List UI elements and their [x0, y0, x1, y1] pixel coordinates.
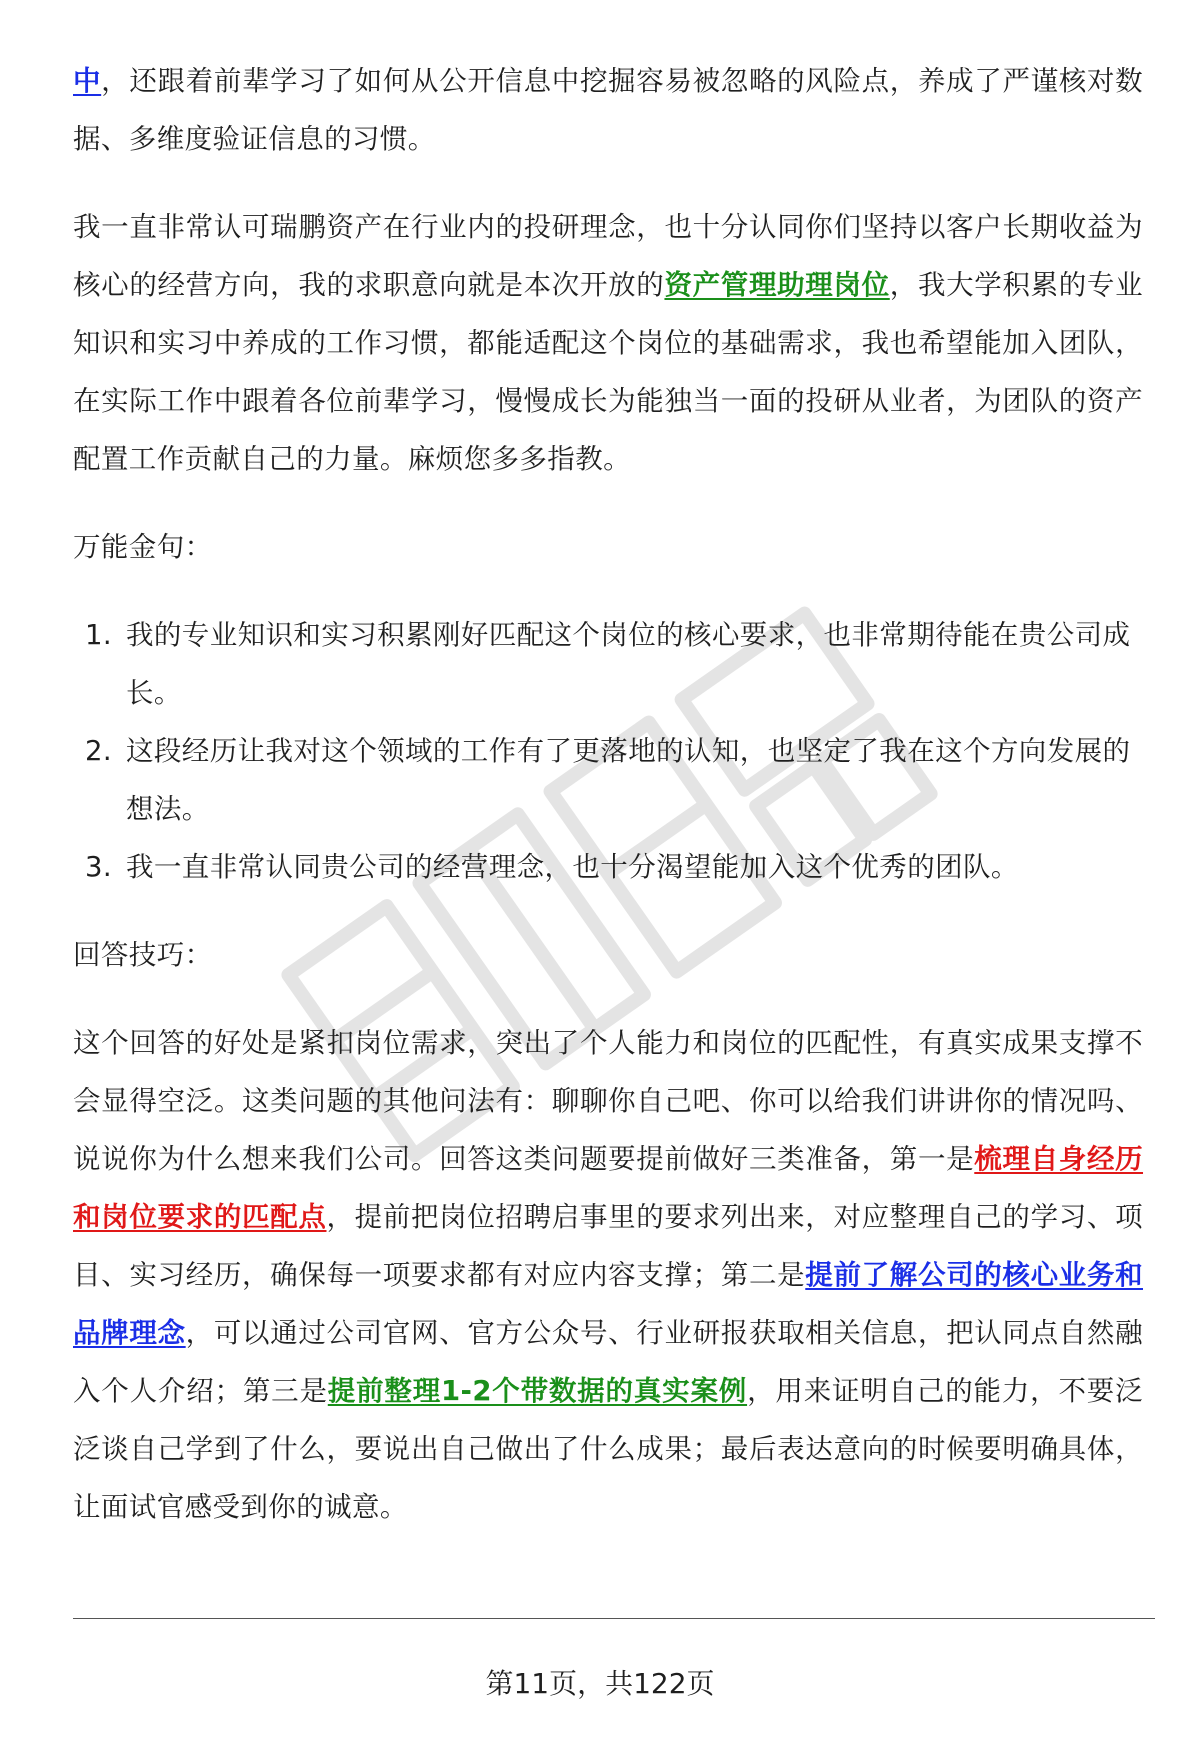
paragraph-text: ，还跟着前辈学习了如何从公开信息中挖掘容易被忽略的风险点，养成了严谨核对数据、多维度验证信息的习惯。 — [73, 65, 1144, 155]
list-number: 3. — [85, 851, 113, 883]
section-heading-phrases: 万能金句： — [73, 531, 213, 563]
highlight-text: 提前了解公司的核心业务和品牌理念 — [73, 1259, 1143, 1349]
section-heading-tips: 回答技巧： — [73, 939, 213, 971]
highlight-text: 提前整理1-2个带数据的真实案例 — [327, 1375, 748, 1407]
paragraph-career-intent — [73, 198, 1143, 488]
list-item-text: 我的专业知识和实习积累刚好匹配这个岗位的核心要求，也非常期待能在贵公司成长。 — [126, 619, 1131, 709]
paragraph-text: ，我大学积累的专业知识和实习中养成的工作习惯，都能适配这个岗位的基础需求，我也希望能加入团队，在实际工作中跟着各位前辈学习，慢慢成长为能独当一面的投研从业者，为团队的资产配置工作贡献自己的力量。麻烦您多多指教。 — [73, 269, 1143, 475]
paragraph-tips — [73, 1014, 1143, 1536]
document-body — [73, 52, 1143, 1566]
paragraph-intro-continued — [73, 52, 1143, 168]
paragraph-text: ，提前把岗位招聘启事里的要求列出来，对应整理自己的学习、项目、实习经历，确保每一项要求都有对应内容支撑；第二是 — [73, 1201, 1143, 1291]
highlight-text: 中 — [73, 65, 102, 97]
highlight-text: 资产管理助理岗位 — [664, 269, 890, 301]
page-number: 第11页，共122页 — [485, 1667, 715, 1700]
list-item — [73, 722, 1143, 838]
paragraph-text: ，可以通过公司官网、官方公众号、行业研报获取相关信息，把认同点自然融入个人介绍；第三是 — [73, 1317, 1143, 1407]
footer-divider — [73, 1618, 1155, 1619]
list-item — [73, 838, 1143, 896]
highlight-text: 梳理自身经历和岗位要求的匹配点 — [73, 1143, 1144, 1233]
phrase-list — [73, 606, 1143, 896]
list-number: 2. — [85, 735, 113, 767]
paragraph-text: 我一直非常认可瑞鹏资产在行业内的投研理念，也十分认同你们坚持以客户长期收益为核心的经营方向，我的求职意向就是本次开放的 — [73, 211, 1143, 301]
list-number: 1. — [85, 619, 113, 651]
paragraph-text: 这个回答的好处是紧扣岗位需求，突出了个人能力和岗位的匹配性，有真实成果支撑不会显得空泛。这类问题的其他问法有：聊聊你自己吧、你可以给我们讲讲你的情况吗、说说你为什么想来我们公司。回答这类问题要提前做好三类准备，第一是 — [73, 1027, 1143, 1175]
list-item-text: 这段经历让我对这个领域的工作有了更落地的认知，也坚定了我在这个方向发展的想法。 — [126, 735, 1131, 825]
paragraph-text: ，用来证明自己的能力，不要泛泛谈自己学到了什么，要说出自己做出了什么成果；最后表达意向的时候要明确具体，让面试官感受到你的诚意。 — [73, 1375, 1143, 1523]
list-item — [73, 606, 1143, 722]
list-item-text: 我一直非常认同贵公司的经营理念，也十分渴望能加入这个优秀的团队。 — [126, 851, 1019, 883]
